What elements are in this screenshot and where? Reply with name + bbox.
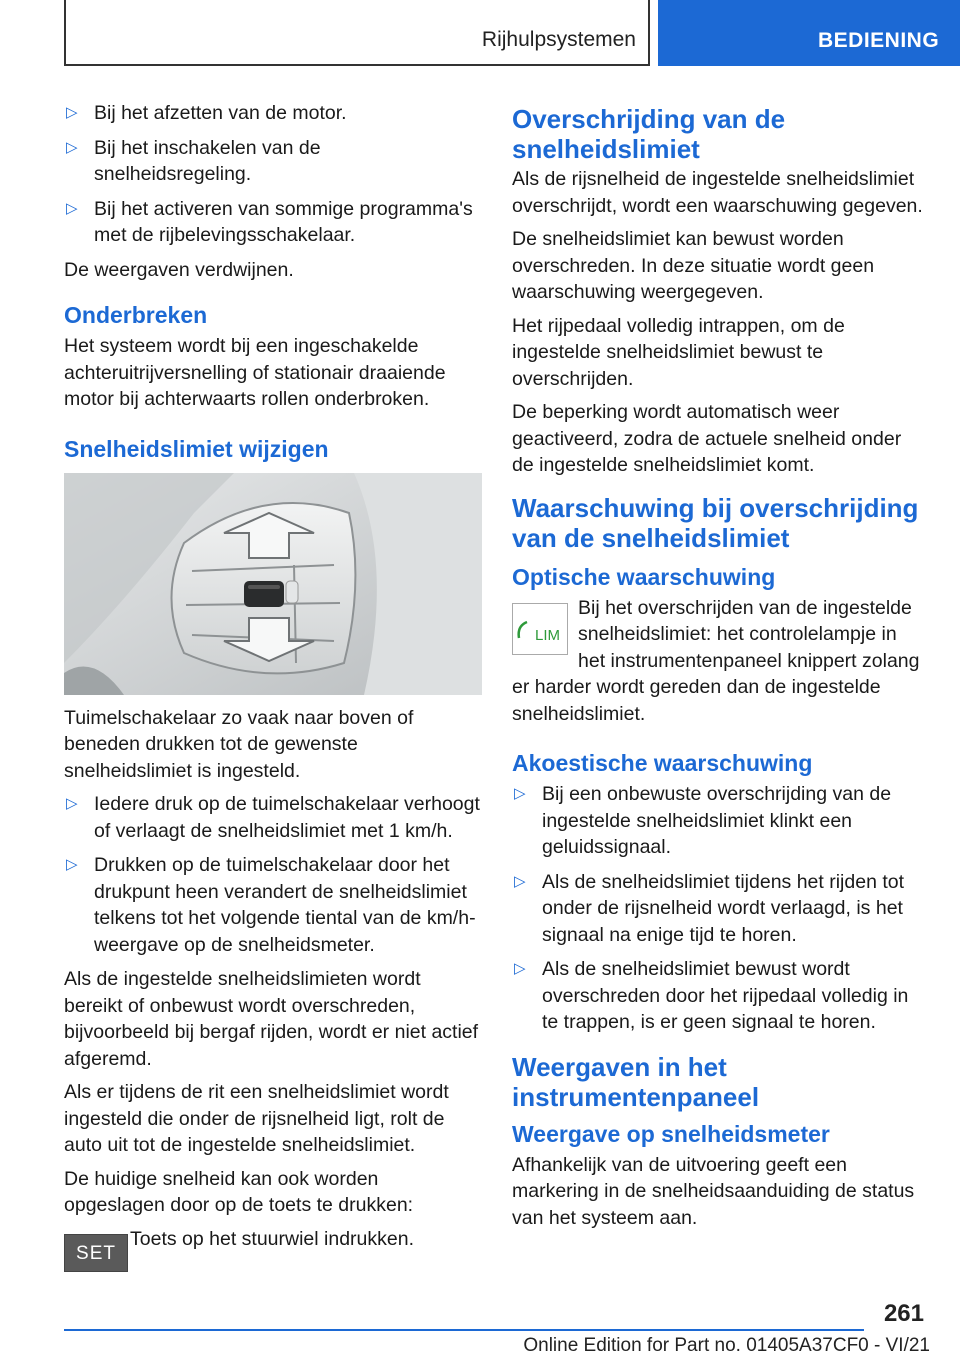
list-item: ▷ Als de snelheidslimiet bewust wordt overschreden door het rijpedaal volledig in te trappen, is er geen signaal te horen. — [514, 958, 909, 1033]
list-item: ▷ Bij het inschakelen van de snelheidsregeling. — [66, 136, 321, 185]
paragraph: De beperking wordt automatisch weer geactiveerd, zodra de actuele snelheid onder de ingestelde snelheidslimiet komt. — [512, 401, 902, 476]
heading-warning: Waarschuwing bij overschrijding van de snelheidslimiet — [512, 492, 919, 553]
page-number: 261 — [883, 1300, 924, 1327]
paragraph: Als de ingestelde snelheidslimieten wordt bereikt of onbewust wordt overschreden, bijvoorbeeld bij bergaf rijden, wordt er niet actief afgeremd. — [64, 968, 479, 1070]
list-item: ▷ Bij het afzetten van de motor. — [64, 100, 482, 127]
heading-interrupt: Onderbreken — [64, 302, 208, 328]
footer-rule — [64, 1329, 864, 1331]
triangle-bullet-icon: ▷ — [66, 199, 78, 217]
triangle-bullet-icon: ▷ — [66, 138, 78, 156]
triangle-bullet-icon: ▷ — [66, 856, 78, 873]
left-column — [64, 100, 482, 1296]
paragraph: Tuimelschakelaar zo vaak naar boven of beneden drukken tot de gewenste snelheidslimiet is ingesteld. — [64, 706, 414, 782]
steering-wheel-rocker-photo — [64, 473, 482, 695]
footer-edition: Online Edition for Part no. 01405A37CF0 - VI/21 — [523, 1335, 930, 1356]
right-column — [512, 100, 926, 1238]
heading-acoustic: Akoestische waarschuwing — [512, 750, 813, 776]
paragraph: Als de rijsnelheid de ingestelde snelheidslimiet overschrijdt, wordt een waarschuwing gegeven. — [512, 168, 923, 217]
paragraph: Als er tijdens de rit een snelheidslimiet wordt ingesteld die onder de rijsnelheid ligt, rolt de auto uit tot de ingestelde snelheidslimiet. — [64, 1081, 449, 1156]
triangle-bullet-icon: ▷ — [514, 872, 526, 890]
list-item: ▷ Bij een onbewuste overschrijding van de ingestelde snelheidslimiet klinkt een geluidssignaal. — [514, 783, 892, 858]
list-item: ▷ Bij het activeren van sommige programma's met de rijbelevingsschakelaar. — [66, 197, 473, 246]
triangle-bullet-icon: ▷ — [514, 960, 526, 977]
heading-optical: Optische waarschuwing — [512, 563, 776, 590]
triangle-bullet-icon: ▷ — [514, 785, 526, 802]
header-bottom-rule — [64, 64, 650, 66]
paragraph: Het systeem wordt bij een ingeschakelde achteruitrijversnelling of stationair draaiende motor bij achterwaarts rollen onderbroken. — [64, 335, 446, 410]
lim-lamp-icon — [513, 604, 569, 656]
steering-wheel-rocker-illustration — [64, 473, 482, 695]
optical-warning-row — [512, 595, 926, 728]
paragraph: De weergaven verdwijnen. — [64, 258, 294, 281]
list-item: ▷ Als de snelheidslimiet tijdens het rijden tot onder de rijsnelheid wordt verlaagd, is het signaal na enige tijd te horen. — [514, 870, 905, 946]
lim-label: LIM — [535, 626, 561, 644]
paragraph: Toets op het stuurwiel indrukken. — [130, 1227, 414, 1250]
heading-speedometer: Weergave op snelheidsmeter — [512, 1120, 830, 1147]
header-chapter-tab: BEDIENING — [658, 0, 960, 66]
paragraph: De snelheidslimiet kan bewust worden overschreden. In deze situatie wordt geen waarschuwing weergegeven. — [512, 228, 875, 303]
header-right-rule — [648, 0, 650, 66]
set-button-icon: SET — [64, 1234, 128, 1272]
heading-displays: Weergaven in het instrumentenpaneel — [512, 1051, 760, 1112]
paragraph: Bij het overschrijden van de ingestelde snelheidslimiet: het controlelampje in het instrumentenpaneel knippert zolang er harder wordt gereden dan de ingestelde snelheidslimiet. — [512, 596, 920, 725]
paragraph: Afhankelijk van de uitvoering geeft een markering in de snelheidsaanduiding de status van het systeem aan. — [512, 1153, 915, 1229]
paragraph: Het rijpedaal volledig intrappen, om de ingestelde snelheidslimiet bewust te overschrijden. — [512, 314, 845, 390]
set-button-row — [64, 1226, 482, 1296]
paragraph: De huidige snelheid kan ook worden opgeslagen door op de toets te drukken: — [64, 1167, 414, 1216]
list-item: ▷ Iedere druk op de tuimelschakelaar verhoogt of verlaagt de snelheidslimiet met 1 km/h. — [66, 793, 480, 842]
header-section-title: Rijhulpsystemen — [481, 28, 636, 51]
triangle-bullet-icon: ▷ — [66, 104, 78, 121]
list-item: ▷ Drukken op de tuimelschakelaar door het drukpunt heen verandert de snelheidslimiet telkens tot het volgende tiental van de km/h-weergave op de snelheidsmeter. — [66, 854, 476, 956]
lim-indicator-icon — [512, 603, 568, 655]
heading-change-limit: Snelheidslimiet wijzigen — [64, 435, 329, 462]
heading-exceed: Overschrijding van de snelheidslimiet — [512, 104, 786, 164]
triangle-bullet-icon: ▷ — [66, 795, 78, 812]
